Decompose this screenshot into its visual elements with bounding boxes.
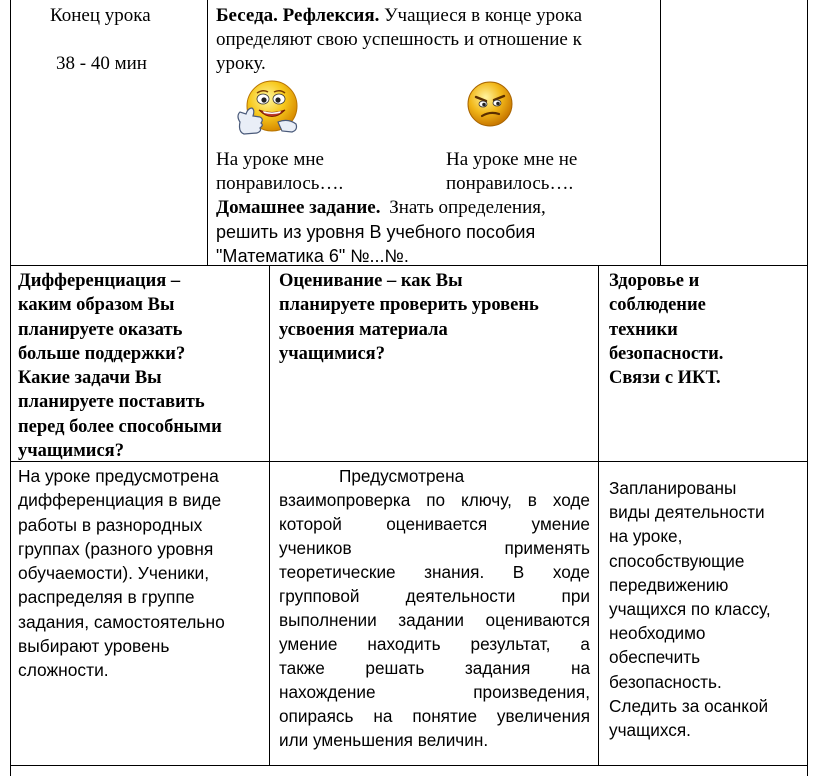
homework-line-3: "Математика 6" №...№.: [216, 246, 409, 266]
homework-heading: Домашнее задание.: [216, 197, 381, 218]
body-health: Запланированы виды деятельности на уроке, способствующие передвижению учащихся по классу, необходимо обеспечить безопасность. Следить за осанкой учащихся.: [609, 478, 771, 741]
unhappy-smiley-icon: [466, 80, 514, 128]
liked-line-2: понравилось….: [216, 173, 344, 194]
reflection-line-2: определяют свою успешность и отношение к: [216, 29, 582, 50]
header-differentiation: Дифференциация – каким образом Вы планируете оказать больше поддержки? Какие задачи Вы планируете поставить перед более способными учащимися?: [18, 271, 222, 462]
row-separator-1: [10, 265, 808, 266]
col-divider-1: [269, 265, 270, 766]
body-assessment: Предусмотрена взаимопроверка по ключу, в ходе которой оценивается умение учеников применять теоретические знания. В ходе групповой деятельности при выполнении задании оцениваются умение находить результат, а также решать задания на нахождение произведения, опираясь на понятие увеличения или уменьшения величин.: [279, 466, 590, 751]
happy-thumbs-up-smiley-icon: [226, 78, 306, 144]
homework-lead: Знать определения,: [389, 197, 546, 218]
reflection-heading: Беседа. Рефлексия.: [216, 5, 380, 26]
stage-time: 38 - 40 мин: [56, 53, 147, 74]
table-border-right: [807, 0, 808, 776]
header-assessment: Оценивание – как Вы планируете проверить уровень усвоения материала учащимися?: [279, 271, 539, 364]
table-border-bottom: [10, 765, 808, 766]
stage-title: Конец урока: [50, 5, 151, 26]
top-row-divider-2: [660, 0, 661, 265]
disliked-line-2: понравилось….: [446, 173, 574, 194]
homework-line-2: решить из уровня В учебного пособия: [216, 222, 536, 242]
liked-line-1: На уроке мне: [216, 149, 324, 170]
header-health: Здоровье и соблюдение техники безопасности. Связи с ИКТ.: [609, 271, 724, 389]
col-divider-2: [598, 265, 599, 766]
disliked-line-1: На уроке мне не: [446, 149, 578, 170]
table-border-left: [10, 0, 11, 776]
reflection-lead: Учащиеся в конце урока: [384, 5, 583, 26]
top-row-divider-1: [207, 0, 208, 265]
body-differentiation: На уроке предусмотрена дифференциация в виде работы в разнородных группах (разного уровня обучаемости). Ученики, распределяя в группе задания, самостоятельно выбирают уровень сложности.: [18, 466, 225, 681]
reflection-line-3: уроку.: [216, 53, 266, 74]
